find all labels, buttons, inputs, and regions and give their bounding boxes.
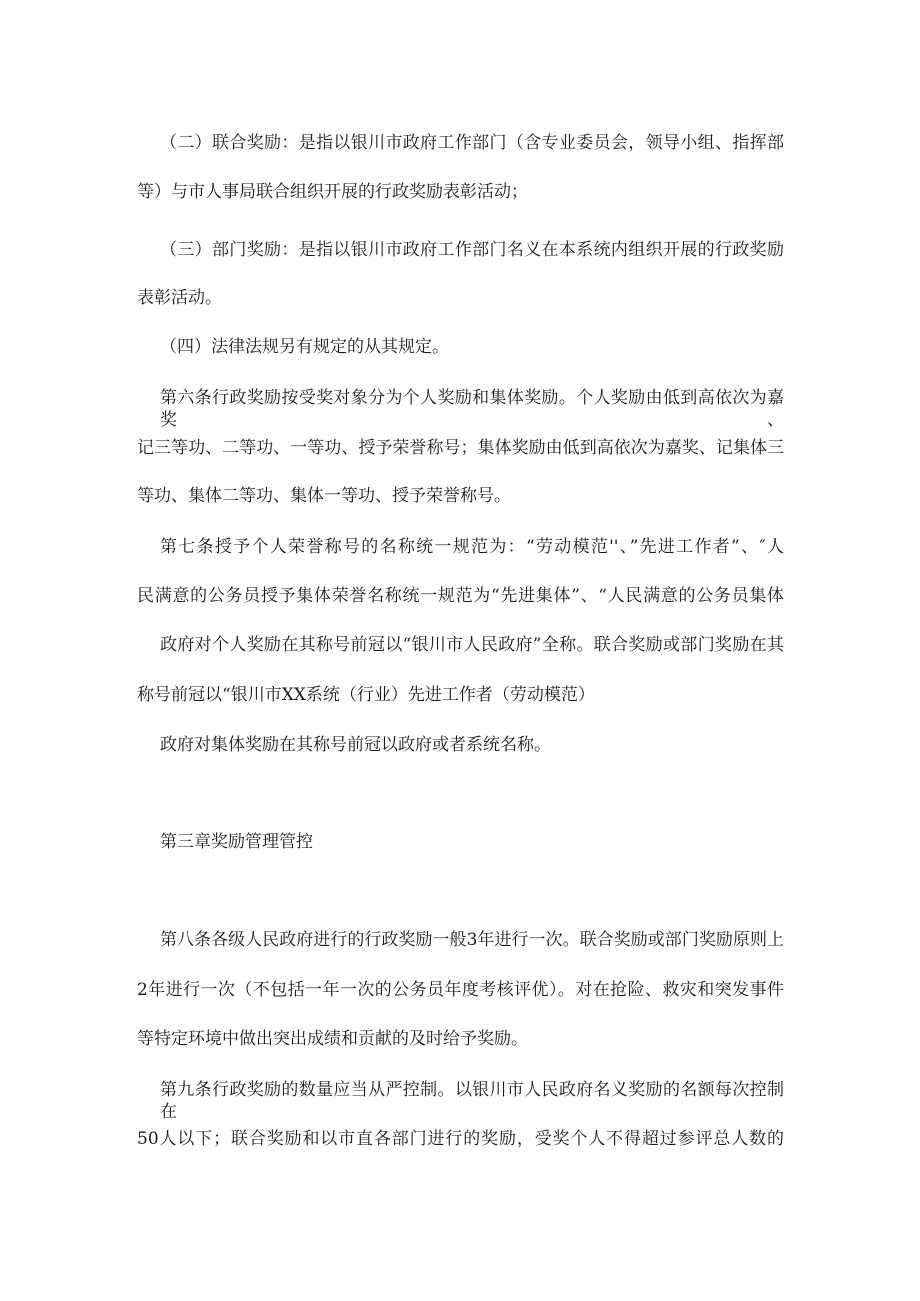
text-line: 等特定环境中做出突出成绩和贡献的及时给予奖励。 — [137, 1029, 528, 1049]
text-line: （三）部门奖励：是指以银川市政府工作部门名义在本系统内组织开展的行政奖励 — [160, 240, 784, 260]
text-line: 政府对集体奖励在其称号前冠以政府或者系统名称。 — [160, 735, 551, 755]
text-line: 记三等功、二等功、一等功、授予荣誉称号；集体奖励由低到高依次为嘉奖、记集体三 — [137, 438, 784, 458]
text-line: 2年进行一次（不包括一年一次的公务员年度考核评优）。对在抢险、救灾和突发事件 — [137, 980, 784, 1000]
chapter-heading: 第三章奖励管理管控 — [160, 832, 313, 852]
text-line: 政府对个人奖励在其称号前冠以“银川市人民政府”全称。联合奖励或部门奖励在其 — [160, 635, 784, 655]
text-line: 等）与市人事局联合组织开展的行政奖励表彰活动； — [137, 182, 528, 202]
text-line: 民满意的公务员授予集体荣誉名称统一规范为“先进集体”、“人民满意的公务员集体 — [137, 586, 784, 606]
text-line: 第七条授予个人荣誉称号的名称统一规范为：“劳动模范''、”先进工作者”、″人 — [160, 537, 784, 557]
text-line: 第九条行政奖励的数量应当从严控制。以银川市人民政府名义奖励的名额每次控制在 — [160, 1080, 784, 1122]
text-line: 表彰活动。 — [137, 288, 222, 308]
text-line: 第八条各级人民政府进行的行政奖励一般3年进行一次。联合奖励或部门奖励原则上 — [160, 930, 784, 950]
text-line: 等功、集体二等功、集体一等功、授予荣誉称号。 — [137, 486, 511, 506]
text-line: 50人以下；联合奖励和以市直各部门进行的奖励，受奖个人不得超过参评总人数的 — [137, 1129, 784, 1149]
text-line: 第六条行政奖励按受奖对象分为个人奖励和集体奖励。个人奖励由低到高依次为嘉奖、 — [160, 388, 784, 430]
text-line: （二）联合奖励：是指以银川市政府工作部门（含专业委员会，领导小组、指挥部 — [160, 133, 784, 153]
text-line: （四）法律法规另有规定的从其规定。 — [160, 337, 449, 357]
text-line: 称号前冠以“银川市XX系统（行业）先进工作者（劳动模范） — [137, 685, 595, 705]
